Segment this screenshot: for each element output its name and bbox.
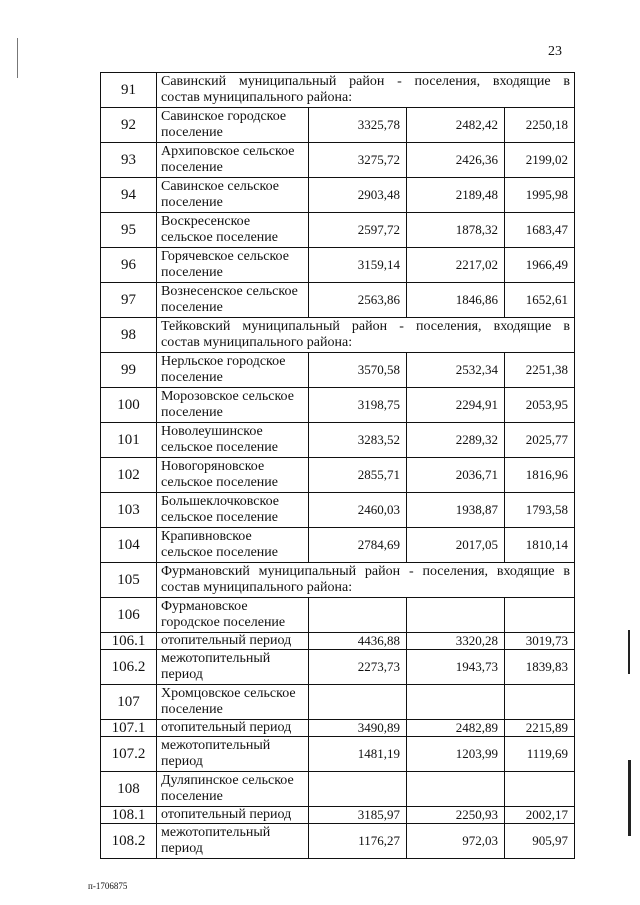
value-cell-1: 3159,14 (309, 248, 407, 283)
value-cell-2: 2189,48 (407, 178, 505, 213)
table-row (101, 178, 575, 213)
value-cell-2: 2294,91 (407, 388, 505, 423)
value-cell-2: 1846,86 (407, 283, 505, 318)
value-cell-3: 1966,49 (505, 248, 575, 283)
settlement-name: Фурмановское городское поселение (157, 598, 309, 633)
settlement-name: Морозовское сельское поселение (157, 388, 309, 423)
value-cell-3: 1119,69 (505, 737, 575, 772)
value-cell-3: 1652,61 (505, 283, 575, 318)
scan-mark-top (17, 38, 18, 78)
value-cell-2: 1878,32 (407, 213, 505, 248)
value-cell-2 (407, 772, 505, 807)
table-row (101, 388, 575, 423)
table-row (101, 772, 575, 807)
value-cell-2: 2250,93 (407, 807, 505, 824)
settlement-name: Новогоряновское сельское поселение (157, 458, 309, 493)
section-title-line2: состав муниципального района: (161, 580, 353, 595)
row-number: 107.1 (101, 720, 157, 737)
value-cell-1: 4436,88 (309, 633, 407, 650)
value-cell-2 (407, 685, 505, 720)
section-title (157, 563, 575, 598)
value-cell-3: 2025,77 (505, 423, 575, 458)
value-cell-3: 2215,89 (505, 720, 575, 737)
settlement-name: Горячевское сельское поселение (157, 248, 309, 283)
settlement-name: межотопительный период (157, 824, 309, 859)
table-row (101, 807, 575, 824)
table-row (101, 528, 575, 563)
value-cell-1: 3275,72 (309, 143, 407, 178)
value-cell-2: 972,03 (407, 824, 505, 859)
section-row (101, 318, 575, 353)
row-number: 102 (101, 458, 157, 493)
value-cell-3 (505, 598, 575, 633)
section-title-line2: состав муниципального района: (161, 90, 353, 105)
table-row (101, 213, 575, 248)
row-number: 107.2 (101, 737, 157, 772)
value-cell-1 (309, 685, 407, 720)
table-row (101, 283, 575, 318)
table-row (101, 493, 575, 528)
value-cell-2: 2482,89 (407, 720, 505, 737)
settlement-name: межотопительный период (157, 650, 309, 685)
row-number: 103 (101, 493, 157, 528)
row-number: 107 (101, 685, 157, 720)
value-cell-1 (309, 772, 407, 807)
settlement-name: Савинское городское поселение (157, 108, 309, 143)
settlement-name: Хромцовское сельское поселение (157, 685, 309, 720)
table-row (101, 353, 575, 388)
value-cell-2: 1203,99 (407, 737, 505, 772)
value-cell-1: 3570,58 (309, 353, 407, 388)
value-cell-1: 2273,73 (309, 650, 407, 685)
value-cell-3: 2053,95 (505, 388, 575, 423)
settlement-name: Савинское сельское поселение (157, 178, 309, 213)
section-title (157, 318, 575, 353)
value-cell-1: 3185,97 (309, 807, 407, 824)
value-cell-1: 2563,86 (309, 283, 407, 318)
section-row (101, 73, 575, 108)
row-number: 98 (101, 318, 157, 353)
tariff-table (100, 72, 575, 859)
section-row (101, 563, 575, 598)
value-cell-1: 3283,52 (309, 423, 407, 458)
row-number: 108 (101, 772, 157, 807)
row-number: 91 (101, 73, 157, 108)
row-number: 94 (101, 178, 157, 213)
row-number: 105 (101, 563, 157, 598)
settlement-name: Вознесенское сельское поселение (157, 283, 309, 318)
value-cell-1: 2597,72 (309, 213, 407, 248)
table-row (101, 720, 575, 737)
table-row (101, 423, 575, 458)
value-cell-2: 1938,87 (407, 493, 505, 528)
value-cell-2: 3320,28 (407, 633, 505, 650)
row-number: 104 (101, 528, 157, 563)
row-number: 96 (101, 248, 157, 283)
table-row (101, 248, 575, 283)
table-row (101, 737, 575, 772)
value-cell-1: 1176,27 (309, 824, 407, 859)
value-cell-2 (407, 598, 505, 633)
scan-mark-right-lower (628, 760, 631, 836)
settlement-name: Архиповское сельское поселение (157, 143, 309, 178)
value-cell-1: 3490,89 (309, 720, 407, 737)
value-cell-2: 2217,02 (407, 248, 505, 283)
value-cell-3: 905,97 (505, 824, 575, 859)
value-cell-3: 1995,98 (505, 178, 575, 213)
value-cell-3: 2199,02 (505, 143, 575, 178)
table-row (101, 650, 575, 685)
value-cell-1: 1481,19 (309, 737, 407, 772)
value-cell-2: 2036,71 (407, 458, 505, 493)
value-cell-3: 1793,58 (505, 493, 575, 528)
settlement-name: межотопительный период (157, 737, 309, 772)
row-number: 100 (101, 388, 157, 423)
value-cell-3: 3019,73 (505, 633, 575, 650)
value-cell-2: 2289,32 (407, 423, 505, 458)
section-title (157, 73, 575, 108)
row-number: 106.1 (101, 633, 157, 650)
row-number: 93 (101, 143, 157, 178)
row-number: 108.1 (101, 807, 157, 824)
row-number: 92 (101, 108, 157, 143)
value-cell-1 (309, 598, 407, 633)
value-cell-1: 2460,03 (309, 493, 407, 528)
table-row (101, 685, 575, 720)
value-cell-3: 1810,14 (505, 528, 575, 563)
table-row (101, 458, 575, 493)
settlement-name: Крапивновское сельское поселение (157, 528, 309, 563)
value-cell-3 (505, 772, 575, 807)
table-row (101, 598, 575, 633)
table-row (101, 633, 575, 650)
table-body (101, 73, 575, 859)
value-cell-2: 2017,05 (407, 528, 505, 563)
table-row (101, 143, 575, 178)
settlement-name: Нерльское городское поселение (157, 353, 309, 388)
row-number: 106 (101, 598, 157, 633)
value-cell-3 (505, 685, 575, 720)
scan-mark-right-upper (628, 630, 630, 674)
value-cell-2: 2532,34 (407, 353, 505, 388)
row-number: 101 (101, 423, 157, 458)
section-title-line2: состав муниципального района: (161, 335, 353, 350)
value-cell-2: 2426,36 (407, 143, 505, 178)
value-cell-1: 3198,75 (309, 388, 407, 423)
value-cell-1: 2903,48 (309, 178, 407, 213)
section-title-line1: Фурмановский муниципальный район - поселения, входящие в (161, 564, 571, 579)
value-cell-2: 2482,42 (407, 108, 505, 143)
value-cell-1: 2784,69 (309, 528, 407, 563)
settlement-name: Воскресенское сельское поселение (157, 213, 309, 248)
row-number: 99 (101, 353, 157, 388)
row-number: 95 (101, 213, 157, 248)
value-cell-3: 1816,96 (505, 458, 575, 493)
table-row (101, 824, 575, 859)
settlement-name: отопительный период (157, 720, 309, 737)
row-number: 97 (101, 283, 157, 318)
page-number: 23 (548, 44, 562, 59)
settlement-name: Новолеушинское сельское поселение (157, 423, 309, 458)
table-row (101, 108, 575, 143)
row-number: 106.2 (101, 650, 157, 685)
value-cell-1: 2855,71 (309, 458, 407, 493)
section-title-line1: Тейковский муниципальный район - поселения, входящие в (161, 319, 571, 334)
row-number: 108.2 (101, 824, 157, 859)
value-cell-3: 2250,18 (505, 108, 575, 143)
value-cell-3: 2002,17 (505, 807, 575, 824)
footer-code: п-1706875 (88, 881, 128, 891)
settlement-name: Большеклочковское сельское поселение (157, 493, 309, 528)
section-title-line1: Савинский муниципальный район - поселения, входящие в (161, 74, 571, 89)
value-cell-1: 3325,78 (309, 108, 407, 143)
settlement-name: Дуляпинское сельское поселение (157, 772, 309, 807)
value-cell-3: 1683,47 (505, 213, 575, 248)
value-cell-3: 1839,83 (505, 650, 575, 685)
value-cell-3: 2251,38 (505, 353, 575, 388)
settlement-name: отопительный период (157, 633, 309, 650)
settlement-name: отопительный период (157, 807, 309, 824)
value-cell-2: 1943,73 (407, 650, 505, 685)
